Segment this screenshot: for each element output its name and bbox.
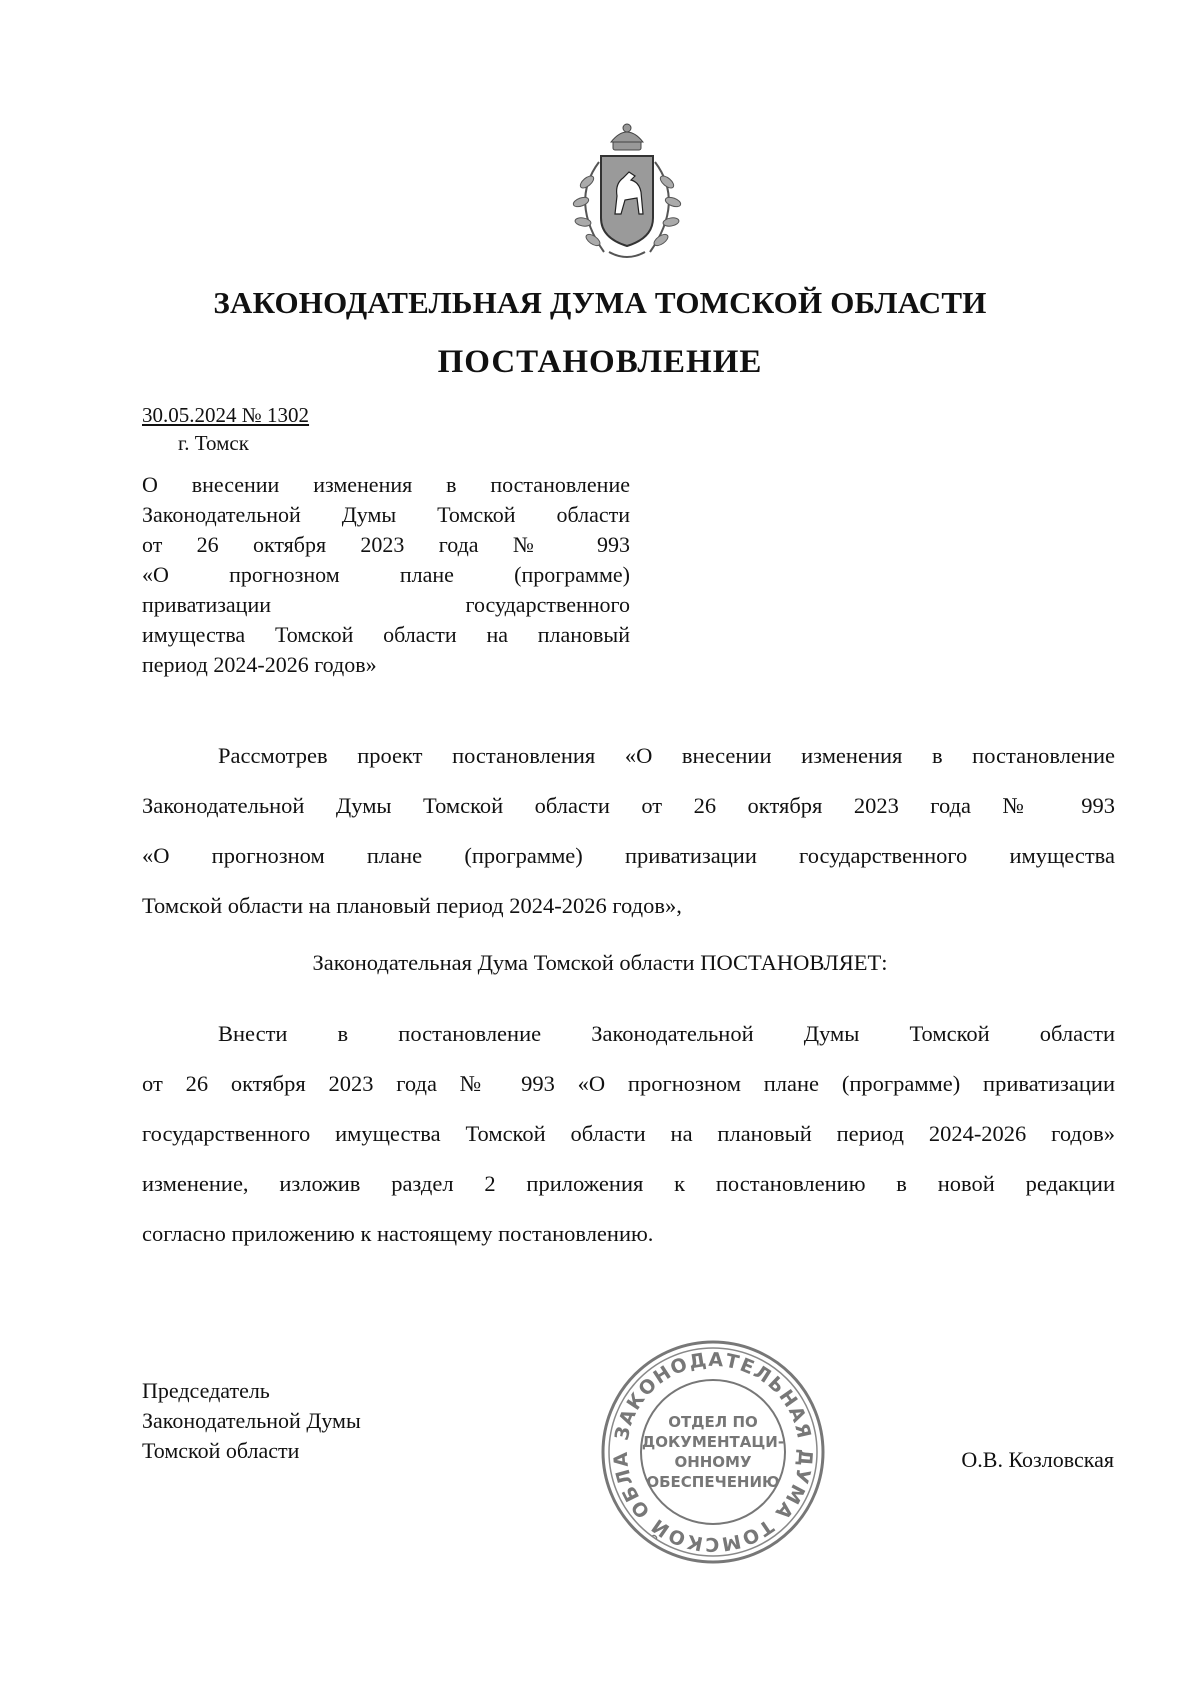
stamp-center-line: ДОКУМЕНТАЦИ- <box>641 1433 785 1451</box>
resolution-line: государственного имущества Томской области на плановый период 2024-2026 годов» <box>142 1121 1115 1146</box>
official-stamp <box>598 1337 828 1567</box>
resolution-line: от 26 октября 2023 года № 993 «О прогнозном плане (программе) приватизации <box>142 1071 1115 1096</box>
position-line: Томской области <box>142 1438 300 1463</box>
stamp-center-line: ОБЕСПЕЧЕНИЮ <box>646 1473 780 1491</box>
subject-line: «О прогнозном плане (программе) <box>142 562 630 587</box>
subject-line: от 26 октября 2023 года № 993 <box>142 532 630 557</box>
preamble-line: Томской области на плановый период 2024-2026 годов», <box>142 893 682 918</box>
stamp-ring-text: ЗАКОНОДАТЕЛЬНАЯ ДУМА ТОМСКОЙ ОБЛА <box>609 1348 817 1556</box>
document-type: ПОСТАНОВЛЕНИЕ <box>437 344 763 380</box>
subject-line: период 2024-2026 годов» <box>142 652 377 677</box>
preamble-line: «О прогнозном плане (программе) приватизации государственного имущества <box>142 843 1115 868</box>
subject-line: приватизации государственного <box>142 592 630 617</box>
city: г. Томск <box>178 431 249 455</box>
resolution-line: Внести в постановление Законодательной Думы Томской области <box>218 1021 1115 1046</box>
resolution-line: согласно приложению к настоящему постановлению. <box>142 1221 654 1246</box>
stamp-center-line: ОТДЕЛ ПО <box>668 1413 758 1431</box>
stamp-center-line: ОННОМУ <box>674 1453 752 1471</box>
position-line: Законодательной Думы <box>142 1408 361 1433</box>
position-line: Председатель <box>142 1378 270 1403</box>
resolves-line: Законодательная Дума Томской области ПОСТАНОВЛЯЕТ: <box>312 950 888 975</box>
subject-line: О внесении изменения в постановление <box>142 472 630 497</box>
subject-line: Законодательной Думы Томской области <box>142 502 630 527</box>
date-number: 30.05.2024 № 1302 <box>142 403 310 427</box>
organization-title: ЗАКОНОДАТЕЛЬНАЯ ДУМА ТОМСКОЙ ОБЛАСТИ <box>213 285 987 320</box>
resolution-paragraph <box>142 1009 1115 1259</box>
preamble-line: Рассмотрев проект постановления «О внесении изменения в постановление <box>218 743 1115 768</box>
signatory-name: О.В. Козловская <box>961 1447 1114 1472</box>
document-subject <box>142 470 630 680</box>
subject-line: имущества Томской области на плановый <box>142 622 630 647</box>
coat-of-arms-emblem <box>559 122 694 267</box>
resolution-line: изменение, изложив раздел 2 приложения к постановлению в новой редакции <box>142 1171 1115 1196</box>
signatory-position <box>142 1376 361 1466</box>
preamble-paragraph <box>142 731 1115 931</box>
preamble-line: Законодательной Думы Томской области от 26 октября 2023 года № 993 <box>142 793 1115 818</box>
